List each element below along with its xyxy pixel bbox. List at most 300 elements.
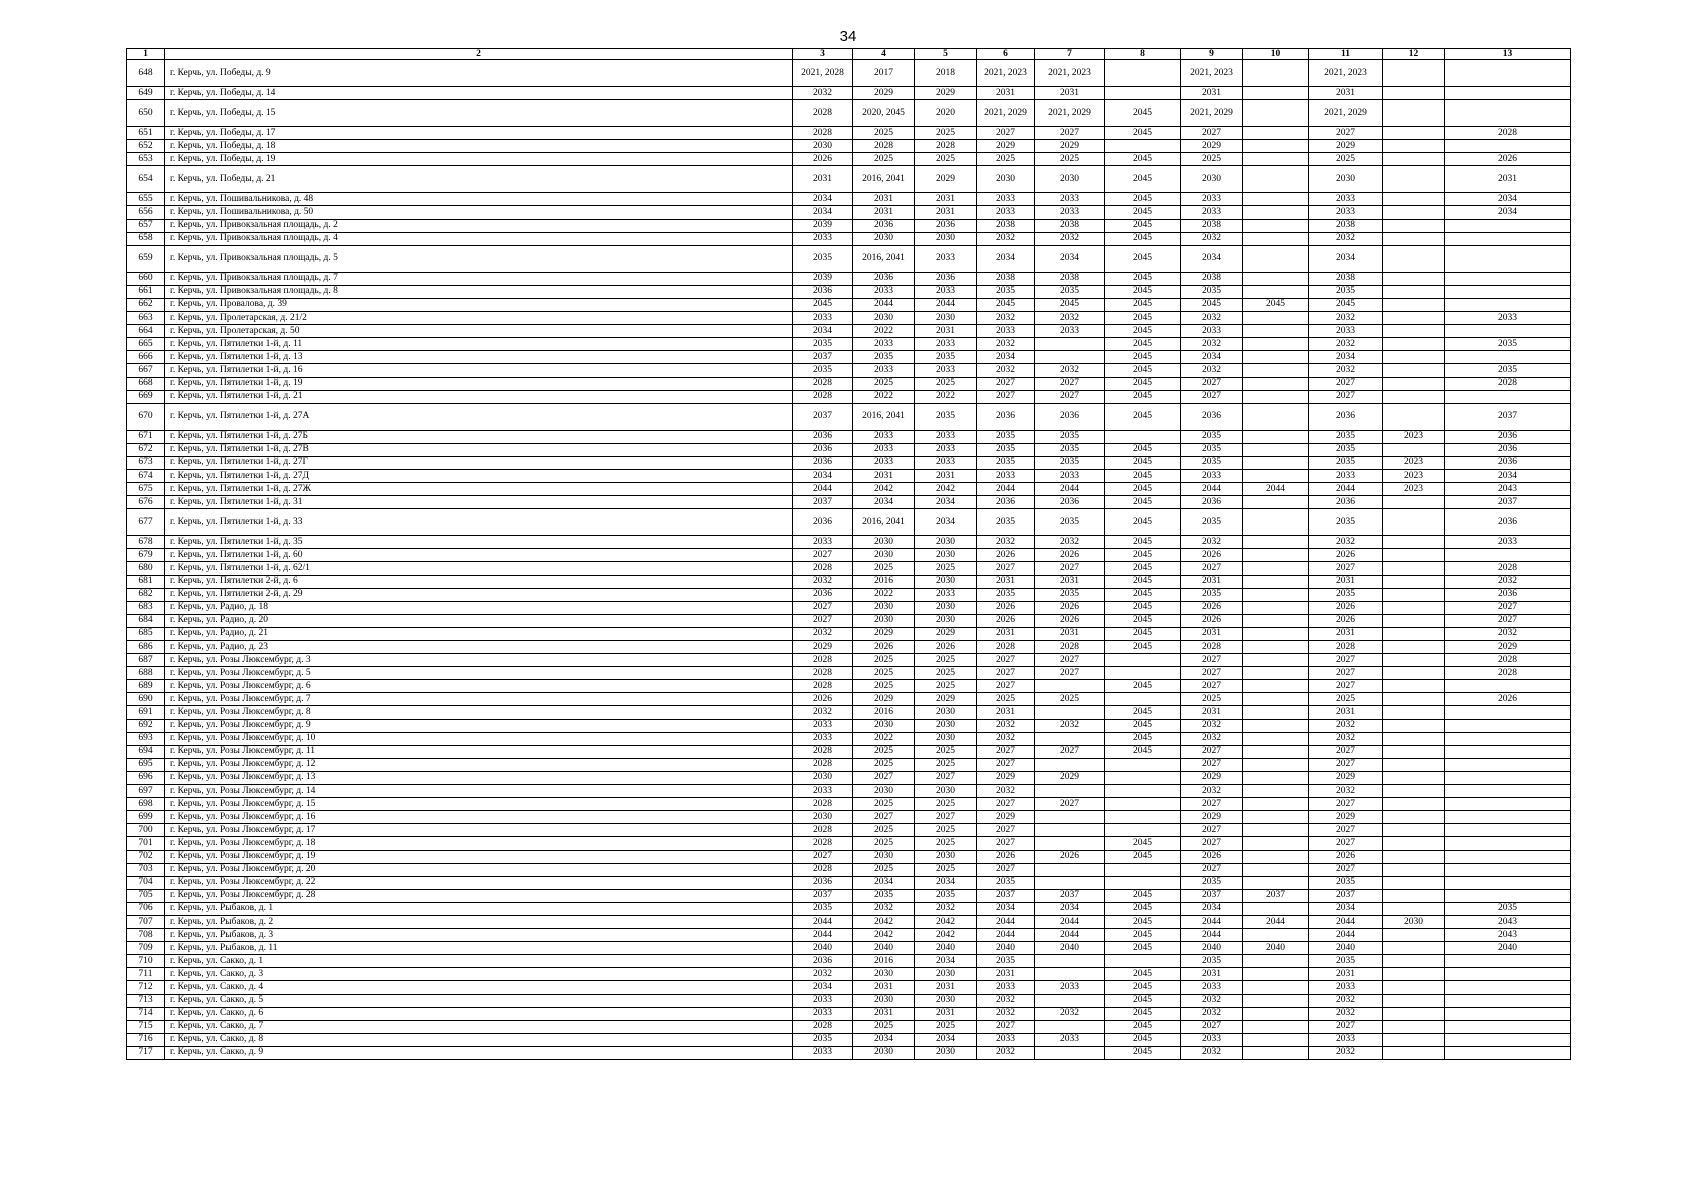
year-cell-col-7: 2033	[1035, 325, 1105, 338]
row-number-cell: 703	[127, 863, 165, 876]
year-cell-col-7: 2027	[1035, 377, 1105, 390]
year-cell-col-4: 2016, 2041	[853, 166, 915, 193]
row-number-cell: 671	[127, 430, 165, 443]
year-cell-col-7	[1035, 824, 1105, 837]
year-cell-col-3: 2036	[793, 456, 853, 469]
year-cell-col-5: 2040	[915, 942, 977, 955]
year-cell-col-7: 2034	[1035, 902, 1105, 915]
year-cell-col-11: 2030	[1309, 166, 1383, 193]
year-cell-col-8: 2045	[1105, 232, 1181, 245]
table-row	[127, 601, 1571, 614]
row-number-cell: 648	[127, 60, 165, 87]
table-row	[127, 483, 1571, 496]
year-cell-col-12	[1383, 206, 1445, 219]
year-cell-col-13: 2029	[1445, 641, 1571, 654]
year-cell-col-4: 2030	[853, 536, 915, 549]
year-cell-col-3: 2036	[793, 285, 853, 298]
year-cell-col-11: 2035	[1309, 285, 1383, 298]
year-cell-col-4: 2016	[853, 706, 915, 719]
address-cell: г. Керчь, ул. Розы Люксембург, д. 6	[165, 680, 793, 693]
row-number-cell: 709	[127, 942, 165, 955]
year-cell-col-10: 2037	[1243, 889, 1309, 902]
year-cell-col-12	[1383, 496, 1445, 509]
year-cell-col-9: 2027	[1181, 837, 1243, 850]
year-cell-col-3: 2026	[793, 153, 853, 166]
year-cell-col-9: 2033	[1181, 325, 1243, 338]
year-cell-col-4: 2042	[853, 483, 915, 496]
year-cell-col-6: 2021, 2023	[977, 60, 1035, 87]
table-row	[127, 981, 1571, 994]
year-cell-col-13	[1445, 351, 1571, 364]
year-cell-col-6: 2045	[977, 298, 1035, 311]
year-cell-col-13: 2037	[1445, 403, 1571, 430]
year-cell-col-5: 2030	[915, 312, 977, 325]
year-cell-col-10: 2044	[1243, 483, 1309, 496]
year-cell-col-3: 2027	[793, 850, 853, 863]
year-cell-col-12	[1383, 377, 1445, 390]
year-cell-col-4: 2036	[853, 219, 915, 232]
housing-repair-schedule-table	[126, 48, 1571, 1060]
year-cell-col-8	[1105, 693, 1181, 706]
year-cell-col-12	[1383, 811, 1445, 824]
year-cell-col-10	[1243, 549, 1309, 562]
year-cell-col-6: 2035	[977, 876, 1035, 889]
table-row	[127, 850, 1571, 863]
table-row	[127, 588, 1571, 601]
year-cell-col-12	[1383, 351, 1445, 364]
year-cell-col-10	[1243, 351, 1309, 364]
year-cell-col-11: 2027	[1309, 654, 1383, 667]
column-header-6: 6	[977, 49, 1035, 60]
year-cell-col-4: 2042	[853, 915, 915, 928]
year-cell-col-4: 2030	[853, 232, 915, 245]
year-cell-col-4: 2030	[853, 312, 915, 325]
year-cell-col-9: 2032	[1181, 719, 1243, 732]
year-cell-col-9: 2027	[1181, 127, 1243, 140]
year-cell-col-13: 2028	[1445, 562, 1571, 575]
year-cell-col-13	[1445, 811, 1571, 824]
year-cell-col-12	[1383, 758, 1445, 771]
year-cell-col-9: 2035	[1181, 456, 1243, 469]
year-cell-col-9: 2025	[1181, 153, 1243, 166]
year-cell-col-4: 2025	[853, 863, 915, 876]
address-cell: г. Керчь, ул. Пятилетки 1-й, д. 33	[165, 509, 793, 536]
row-number-cell: 680	[127, 562, 165, 575]
year-cell-col-3: 2032	[793, 968, 853, 981]
row-number-cell: 663	[127, 312, 165, 325]
year-cell-col-9: 2027	[1181, 824, 1243, 837]
row-number-cell: 676	[127, 496, 165, 509]
year-cell-col-7: 2032	[1035, 232, 1105, 245]
year-cell-col-13: 2037	[1445, 496, 1571, 509]
year-cell-col-13: 2028	[1445, 377, 1571, 390]
row-number-cell: 664	[127, 325, 165, 338]
year-cell-col-4: 2017	[853, 60, 915, 87]
year-cell-col-8: 2045	[1105, 942, 1181, 955]
year-cell-col-9: 2044	[1181, 915, 1243, 928]
table-row	[127, 456, 1571, 469]
year-cell-col-7	[1035, 785, 1105, 798]
address-cell: г. Керчь, ул. Розы Люксембург, д. 8	[165, 706, 793, 719]
year-cell-col-13	[1445, 889, 1571, 902]
year-cell-col-8: 2045	[1105, 732, 1181, 745]
year-cell-col-6: 2027	[977, 654, 1035, 667]
year-cell-col-4: 2030	[853, 719, 915, 732]
table-row	[127, 403, 1571, 430]
year-cell-col-4: 2030	[853, 968, 915, 981]
year-cell-col-13: 2028	[1445, 127, 1571, 140]
year-cell-col-7: 2035	[1035, 285, 1105, 298]
year-cell-col-6: 2035	[977, 443, 1035, 456]
year-cell-col-11: 2044	[1309, 929, 1383, 942]
year-cell-col-10	[1243, 614, 1309, 627]
year-cell-col-5: 2025	[915, 837, 977, 850]
year-cell-col-5: 2030	[915, 719, 977, 732]
year-cell-col-9: 2035	[1181, 509, 1243, 536]
year-cell-col-9: 2033	[1181, 206, 1243, 219]
year-cell-col-8: 2045	[1105, 456, 1181, 469]
year-cell-col-5: 2030	[915, 549, 977, 562]
year-cell-col-8: 2045	[1105, 902, 1181, 915]
address-cell: г. Керчь, ул. Рыбаков, д. 1	[165, 902, 793, 915]
year-cell-col-12	[1383, 312, 1445, 325]
year-cell-col-9: 2033	[1181, 1033, 1243, 1046]
year-cell-col-11: 2029	[1309, 771, 1383, 784]
year-cell-col-4: 2033	[853, 456, 915, 469]
year-cell-col-4: 2032	[853, 902, 915, 915]
row-number-cell: 670	[127, 403, 165, 430]
year-cell-col-8: 2045	[1105, 351, 1181, 364]
year-cell-col-13	[1445, 732, 1571, 745]
year-cell-col-13	[1445, 863, 1571, 876]
year-cell-col-8: 2045	[1105, 483, 1181, 496]
year-cell-col-13: 2043	[1445, 915, 1571, 928]
year-cell-col-7: 2027	[1035, 667, 1105, 680]
year-cell-col-8: 2045	[1105, 915, 1181, 928]
year-cell-col-11: 2035	[1309, 955, 1383, 968]
year-cell-col-11: 2028	[1309, 641, 1383, 654]
year-cell-col-7: 2033	[1035, 1033, 1105, 1046]
year-cell-col-4: 2031	[853, 206, 915, 219]
year-cell-col-9: 2032	[1181, 785, 1243, 798]
year-cell-col-10	[1243, 325, 1309, 338]
year-cell-col-12	[1383, 443, 1445, 456]
row-number-cell: 678	[127, 536, 165, 549]
address-cell: г. Керчь, ул. Привокзальная площадь, д. 8	[165, 285, 793, 298]
year-cell-col-5: 2042	[915, 483, 977, 496]
year-cell-col-3: 2037	[793, 351, 853, 364]
table-row	[127, 377, 1571, 390]
year-cell-col-5: 2033	[915, 588, 977, 601]
year-cell-col-13	[1445, 232, 1571, 245]
address-cell: г. Керчь, ул. Розы Люксембург, д. 16	[165, 811, 793, 824]
year-cell-col-9: 2026	[1181, 850, 1243, 863]
year-cell-col-9: 2027	[1181, 667, 1243, 680]
row-number-cell: 711	[127, 968, 165, 981]
year-cell-col-6: 2031	[977, 968, 1035, 981]
address-cell: г. Керчь, ул. Сакко, д. 6	[165, 1007, 793, 1020]
year-cell-col-13	[1445, 968, 1571, 981]
year-cell-col-3: 2028	[793, 1020, 853, 1033]
table-row	[127, 719, 1571, 732]
year-cell-col-11: 2027	[1309, 1020, 1383, 1033]
address-cell: г. Керчь, ул. Розы Люксембург, д. 19	[165, 850, 793, 863]
year-cell-col-13	[1445, 325, 1571, 338]
table-row	[127, 430, 1571, 443]
year-cell-col-12	[1383, 193, 1445, 206]
year-cell-col-8: 2045	[1105, 377, 1181, 390]
year-cell-col-5: 2025	[915, 377, 977, 390]
table-row	[127, 193, 1571, 206]
year-cell-col-11: 2038	[1309, 219, 1383, 232]
year-cell-col-3: 2028	[793, 127, 853, 140]
year-cell-col-10	[1243, 312, 1309, 325]
year-cell-col-6: 2027	[977, 680, 1035, 693]
address-cell: г. Керчь, ул. Сакко, д. 8	[165, 1033, 793, 1046]
year-cell-col-3: 2033	[793, 536, 853, 549]
year-cell-col-9: 2032	[1181, 732, 1243, 745]
year-cell-col-4: 2033	[853, 364, 915, 377]
year-cell-col-11: 2038	[1309, 272, 1383, 285]
year-cell-col-8	[1105, 863, 1181, 876]
year-cell-col-6: 2027	[977, 390, 1035, 403]
year-cell-col-11: 2035	[1309, 509, 1383, 536]
year-cell-col-3: 2035	[793, 364, 853, 377]
table-row	[127, 614, 1571, 627]
address-cell: г. Керчь, ул. Пятилетки 1-й, д. 27Б	[165, 430, 793, 443]
year-cell-col-11: 2036	[1309, 403, 1383, 430]
year-cell-col-6: 2026	[977, 850, 1035, 863]
year-cell-col-3: 2033	[793, 719, 853, 732]
year-cell-col-8	[1105, 60, 1181, 87]
year-cell-col-13	[1445, 272, 1571, 285]
table-row	[127, 496, 1571, 509]
table-body	[127, 60, 1571, 1060]
year-cell-col-4: 2027	[853, 811, 915, 824]
year-cell-col-5: 2025	[915, 1020, 977, 1033]
year-cell-col-5: 2031	[915, 981, 977, 994]
year-cell-col-11: 2026	[1309, 549, 1383, 562]
row-number-cell: 660	[127, 272, 165, 285]
year-cell-col-11: 2032	[1309, 719, 1383, 732]
table-row	[127, 298, 1571, 311]
year-cell-col-11: 2035	[1309, 876, 1383, 889]
column-header-7: 7	[1035, 49, 1105, 60]
year-cell-col-9: 2021, 2029	[1181, 100, 1243, 127]
year-cell-col-13: 2027	[1445, 601, 1571, 614]
year-cell-col-6: 2032	[977, 1007, 1035, 1020]
year-cell-col-13: 2028	[1445, 667, 1571, 680]
table-row	[127, 706, 1571, 719]
row-number-cell: 696	[127, 771, 165, 784]
year-cell-col-10	[1243, 60, 1309, 87]
year-cell-col-3: 2036	[793, 430, 853, 443]
address-cell: г. Керчь, ул. Пятилетки 1-й, д. 27Г	[165, 456, 793, 469]
column-header-8: 8	[1105, 49, 1181, 60]
year-cell-col-9: 2026	[1181, 549, 1243, 562]
year-cell-col-6: 2032	[977, 312, 1035, 325]
year-cell-col-12	[1383, 575, 1445, 588]
year-cell-col-13	[1445, 824, 1571, 837]
address-cell: г. Керчь, ул. Победы, д. 18	[165, 140, 793, 153]
table-header-row	[127, 49, 1571, 60]
column-header-2: 2	[165, 49, 793, 60]
year-cell-col-13: 2032	[1445, 627, 1571, 640]
address-cell: г. Керчь, ул. Пятилетки 2-й, д. 6	[165, 575, 793, 588]
year-cell-col-7: 2044	[1035, 483, 1105, 496]
year-cell-col-8: 2045	[1105, 390, 1181, 403]
year-cell-col-4: 2031	[853, 981, 915, 994]
year-cell-col-8: 2045	[1105, 219, 1181, 232]
column-header-13: 13	[1445, 49, 1571, 60]
year-cell-col-11: 2032	[1309, 364, 1383, 377]
year-cell-col-12	[1383, 272, 1445, 285]
year-cell-col-6: 2029	[977, 811, 1035, 824]
year-cell-col-11: 2021, 2029	[1309, 100, 1383, 127]
year-cell-col-3: 2036	[793, 509, 853, 536]
year-cell-col-10	[1243, 469, 1309, 482]
year-cell-col-4: 2042	[853, 929, 915, 942]
year-cell-col-5: 2030	[915, 536, 977, 549]
row-number-cell: 674	[127, 469, 165, 482]
year-cell-col-4: 2029	[853, 87, 915, 100]
year-cell-col-13: 2035	[1445, 338, 1571, 351]
year-cell-col-13	[1445, 219, 1571, 232]
year-cell-col-6: 2036	[977, 403, 1035, 430]
year-cell-col-7: 2032	[1035, 1007, 1105, 1020]
year-cell-col-5: 2030	[915, 785, 977, 798]
year-cell-col-8: 2045	[1105, 153, 1181, 166]
year-cell-col-7: 2028	[1035, 641, 1105, 654]
year-cell-col-4: 2034	[853, 496, 915, 509]
year-cell-col-10	[1243, 785, 1309, 798]
year-cell-col-13: 2043	[1445, 483, 1571, 496]
year-cell-col-7	[1035, 968, 1105, 981]
table-row	[127, 549, 1571, 562]
year-cell-col-5: 2042	[915, 915, 977, 928]
row-number-cell: 708	[127, 929, 165, 942]
year-cell-col-12	[1383, 1033, 1445, 1046]
table-row	[127, 140, 1571, 153]
year-cell-col-12: 2030	[1383, 915, 1445, 928]
year-cell-col-12	[1383, 536, 1445, 549]
table-row	[127, 863, 1571, 876]
year-cell-col-11: 2031	[1309, 627, 1383, 640]
table-row	[127, 245, 1571, 272]
address-cell: г. Керчь, ул. Рыбаков, д. 11	[165, 942, 793, 955]
table-row	[127, 469, 1571, 482]
year-cell-col-13: 2026	[1445, 153, 1571, 166]
year-cell-col-7	[1035, 732, 1105, 745]
year-cell-col-5: 2044	[915, 298, 977, 311]
address-cell: г. Керчь, ул. Розы Люксембург, д. 5	[165, 667, 793, 680]
year-cell-col-12	[1383, 298, 1445, 311]
year-cell-col-11: 2027	[1309, 562, 1383, 575]
year-cell-col-9: 2027	[1181, 377, 1243, 390]
year-cell-col-6: 2035	[977, 955, 1035, 968]
year-cell-col-10	[1243, 232, 1309, 245]
year-cell-col-5: 2027	[915, 811, 977, 824]
year-cell-col-9: 2035	[1181, 285, 1243, 298]
year-cell-col-3: 2035	[793, 245, 853, 272]
year-cell-col-8: 2045	[1105, 641, 1181, 654]
address-cell: г. Керчь, ул. Пятилетки 1-й, д. 19	[165, 377, 793, 390]
year-cell-col-4: 2025	[853, 377, 915, 390]
year-cell-col-3: 2028	[793, 680, 853, 693]
row-number-cell: 698	[127, 798, 165, 811]
year-cell-col-8	[1105, 824, 1181, 837]
year-cell-col-13: 2043	[1445, 929, 1571, 942]
row-number-cell: 651	[127, 127, 165, 140]
year-cell-col-9: 2021, 2023	[1181, 60, 1243, 87]
year-cell-col-4: 2031	[853, 469, 915, 482]
year-cell-col-10	[1243, 338, 1309, 351]
year-cell-col-10	[1243, 706, 1309, 719]
year-cell-col-10	[1243, 902, 1309, 915]
row-number-cell: 667	[127, 364, 165, 377]
year-cell-col-4: 2034	[853, 1033, 915, 1046]
year-cell-col-5: 2031	[915, 1007, 977, 1020]
year-cell-col-5: 2026	[915, 641, 977, 654]
table-row	[127, 1007, 1571, 1020]
year-cell-col-5: 2025	[915, 798, 977, 811]
year-cell-col-8: 2045	[1105, 285, 1181, 298]
year-cell-col-11: 2025	[1309, 693, 1383, 706]
year-cell-col-8: 2045	[1105, 100, 1181, 127]
year-cell-col-3: 2030	[793, 140, 853, 153]
year-cell-col-5: 2029	[915, 693, 977, 706]
year-cell-col-4: 2022	[853, 588, 915, 601]
year-cell-col-6: 2035	[977, 588, 1035, 601]
year-cell-col-5: 2031	[915, 193, 977, 206]
address-cell: г. Керчь, ул. Сакко, д. 4	[165, 981, 793, 994]
year-cell-col-7: 2031	[1035, 575, 1105, 588]
year-cell-col-11: 2034	[1309, 351, 1383, 364]
year-cell-col-5: 2033	[915, 285, 977, 298]
table-row	[127, 876, 1571, 889]
year-cell-col-11: 2035	[1309, 456, 1383, 469]
year-cell-col-7	[1035, 351, 1105, 364]
year-cell-col-5: 2030	[915, 706, 977, 719]
year-cell-col-12	[1383, 127, 1445, 140]
year-cell-col-3: 2028	[793, 837, 853, 850]
year-cell-col-8: 2045	[1105, 680, 1181, 693]
address-cell: г. Керчь, ул. Пятилетки 1-й, д. 27Ж	[165, 483, 793, 496]
year-cell-col-9: 2035	[1181, 588, 1243, 601]
year-cell-col-9: 2031	[1181, 627, 1243, 640]
year-cell-col-8: 2045	[1105, 706, 1181, 719]
year-cell-col-12	[1383, 219, 1445, 232]
address-cell: г. Керчь, ул. Пятилетки 1-й, д. 16	[165, 364, 793, 377]
year-cell-col-5: 2025	[915, 863, 977, 876]
year-cell-col-8: 2045	[1105, 929, 1181, 942]
row-number-cell: 673	[127, 456, 165, 469]
table-row	[127, 942, 1571, 955]
year-cell-col-8	[1105, 798, 1181, 811]
year-cell-col-4: 2034	[853, 876, 915, 889]
year-cell-col-4: 2030	[853, 614, 915, 627]
year-cell-col-7: 2025	[1035, 693, 1105, 706]
year-cell-col-9: 2038	[1181, 219, 1243, 232]
year-cell-col-6: 2035	[977, 430, 1035, 443]
address-cell: г. Керчь, ул. Розы Люксембург, д. 7	[165, 693, 793, 706]
year-cell-col-3: 2027	[793, 614, 853, 627]
column-header-5: 5	[915, 49, 977, 60]
year-cell-col-3: 2036	[793, 588, 853, 601]
year-cell-col-8	[1105, 140, 1181, 153]
year-cell-col-3: 2034	[793, 206, 853, 219]
year-cell-col-12	[1383, 693, 1445, 706]
